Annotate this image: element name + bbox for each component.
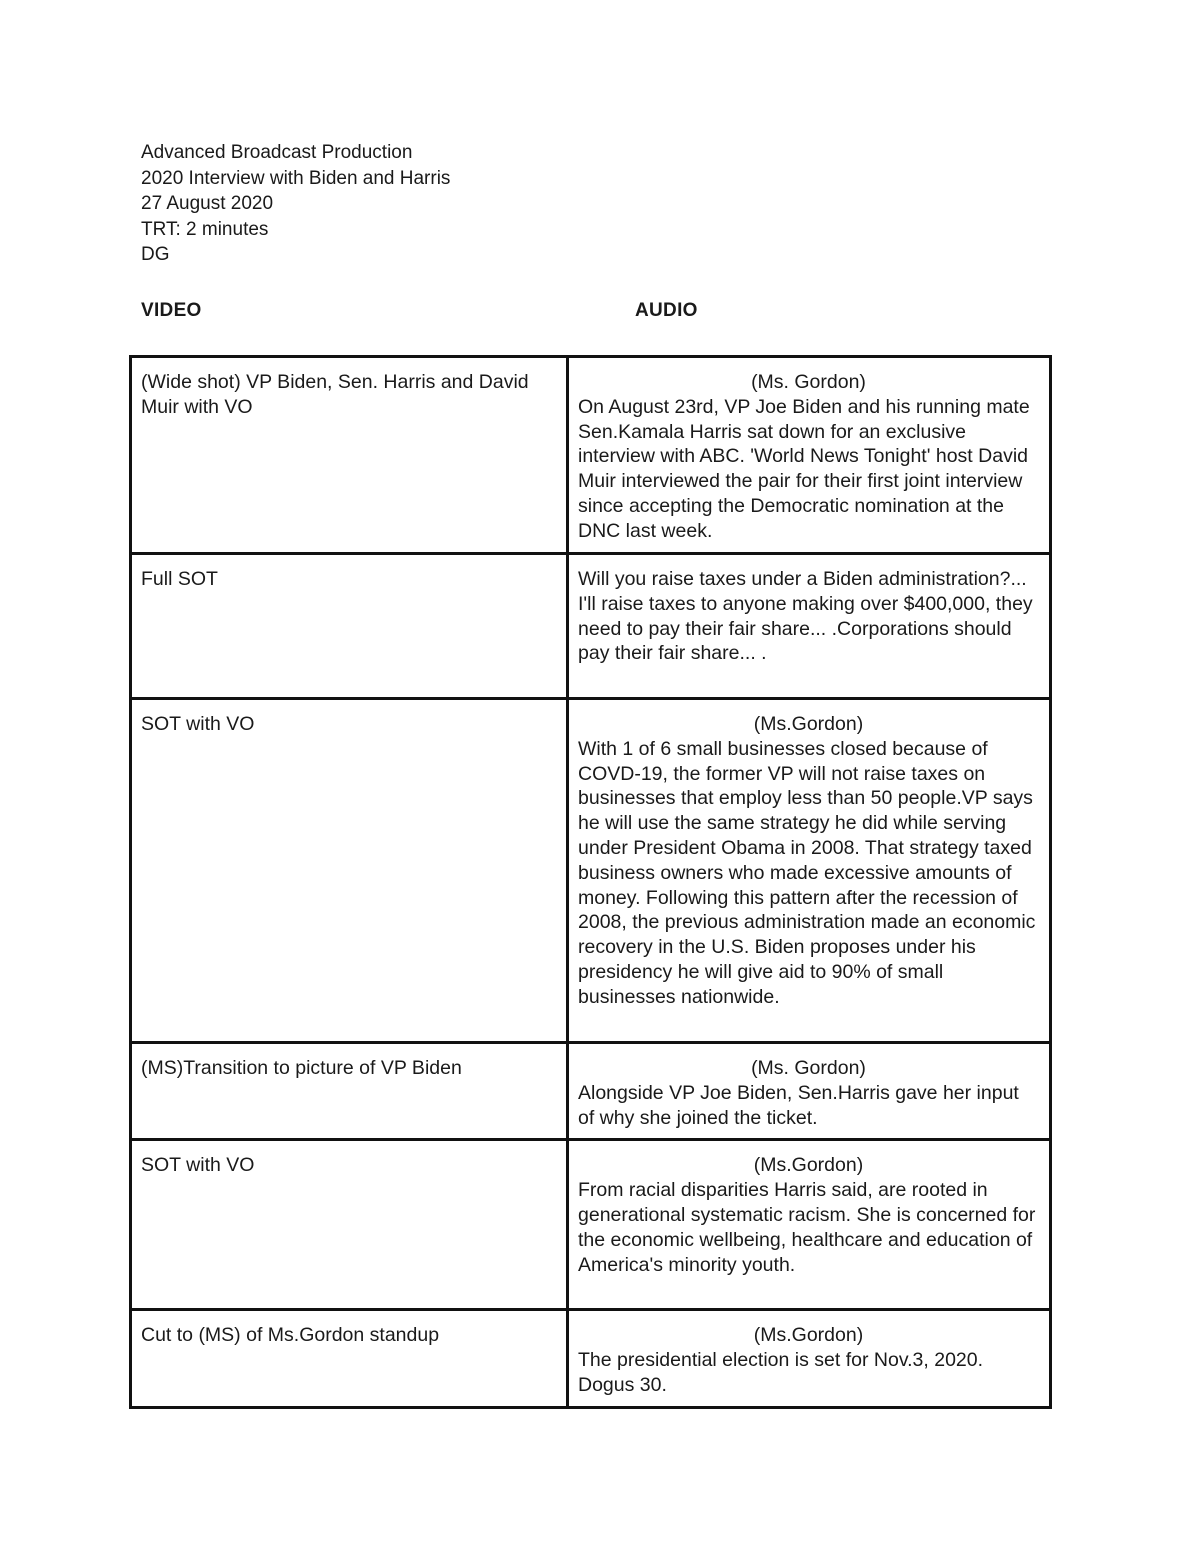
video-cell: [131, 554, 568, 699]
video-cell: [131, 699, 568, 1043]
audio-cell: [568, 1310, 1051, 1407]
table-row: [131, 699, 1051, 1043]
total-run-time: TRT: 2 minutes: [141, 218, 269, 240]
course-name: Advanced Broadcast Production: [141, 142, 413, 163]
audio-cell: [568, 554, 1051, 699]
audio-copy: From racial disparities Harris said, are rooted in generational systematic racism. She is concerned for the economic wellbeing, healthcare and education of America's minority youth.: [578, 1179, 1036, 1276]
video-direction: (MS)Transition to picture of VP Biden: [141, 1057, 462, 1079]
table-row: [131, 357, 1051, 554]
video-direction: SOT with VO: [141, 713, 255, 735]
story-date: 27 August 2020: [141, 193, 274, 215]
audio-cell: [568, 357, 1051, 554]
audio-copy: With 1 of 6 small businesses closed because of COVD-19, the former VP will not raise taxes on businesses that employ less than 50 people.VP says he will use the same strategy he did while serving under President Obama in 2008. That strategy taxed business owners who made excessive amounts of money. Following this pattern after the recession of 2008, the previous administration made an economic recovery in the U.S. Biden proposes under his presidency he will give aid to 90% of small businesses nationwide.: [578, 737, 1036, 1008]
audio-copy: Alongside VP Joe Biden, Sen.Harris gave her input of why she joined the ticket.: [578, 1081, 1019, 1129]
table-row: [131, 1140, 1051, 1310]
video-direction: (Wide shot) VP Biden, Sen. Harris and David Muir with VO: [141, 371, 529, 418]
audio-column-heading: AUDIO: [635, 300, 698, 321]
video-cell: [131, 1140, 568, 1310]
audio-copy: On August 23rd, VP Joe Biden and his running mate Sen.Kamala Harris sat down for an exclusive interview with ABC. 'World News Tonight' host David Muir interviewed the pair for their first joint interview since accepting the Democratic nomination at the DNC last week.: [578, 395, 1030, 542]
author-initials: DG: [141, 244, 170, 266]
table-row: [131, 1043, 1051, 1140]
audio-cell: [568, 1043, 1051, 1140]
audio-copy: Will you raise taxes under a Biden administration?... I'll raise taxes to anyone making over $400,000, they need to pay their fair share... .Corporations should pay their fair share... .: [578, 568, 1033, 665]
video-cell: [131, 1043, 568, 1140]
audio-cell: [568, 1140, 1051, 1310]
speaker-label: (Ms.Gordon): [753, 713, 864, 735]
video-direction: Full SOT: [141, 568, 218, 590]
audio-copy: The presidential election is set for Nov.3, 2020. Dogus 30.: [578, 1349, 984, 1396]
script-table: [129, 355, 1052, 1409]
video-column-heading: VIDEO: [141, 300, 202, 321]
speaker-label: (Ms. Gordon): [751, 371, 866, 393]
speaker-label: (Ms. Gordon): [751, 1057, 866, 1079]
speaker-label: (Ms.Gordon): [753, 1324, 864, 1347]
story-title: 2020 Interview with Biden and Harris: [141, 167, 451, 189]
speaker-label: (Ms.Gordon): [753, 1154, 864, 1177]
table-row: [131, 1310, 1051, 1407]
audio-cell: [568, 699, 1051, 1043]
video-direction: SOT with VO: [141, 1154, 255, 1177]
video-cell: [131, 1310, 568, 1407]
video-direction: Cut to (MS) of Ms.Gordon standup: [141, 1324, 440, 1347]
video-cell: [131, 357, 568, 554]
document-header: [141, 140, 450, 268]
table-row: [131, 554, 1051, 699]
